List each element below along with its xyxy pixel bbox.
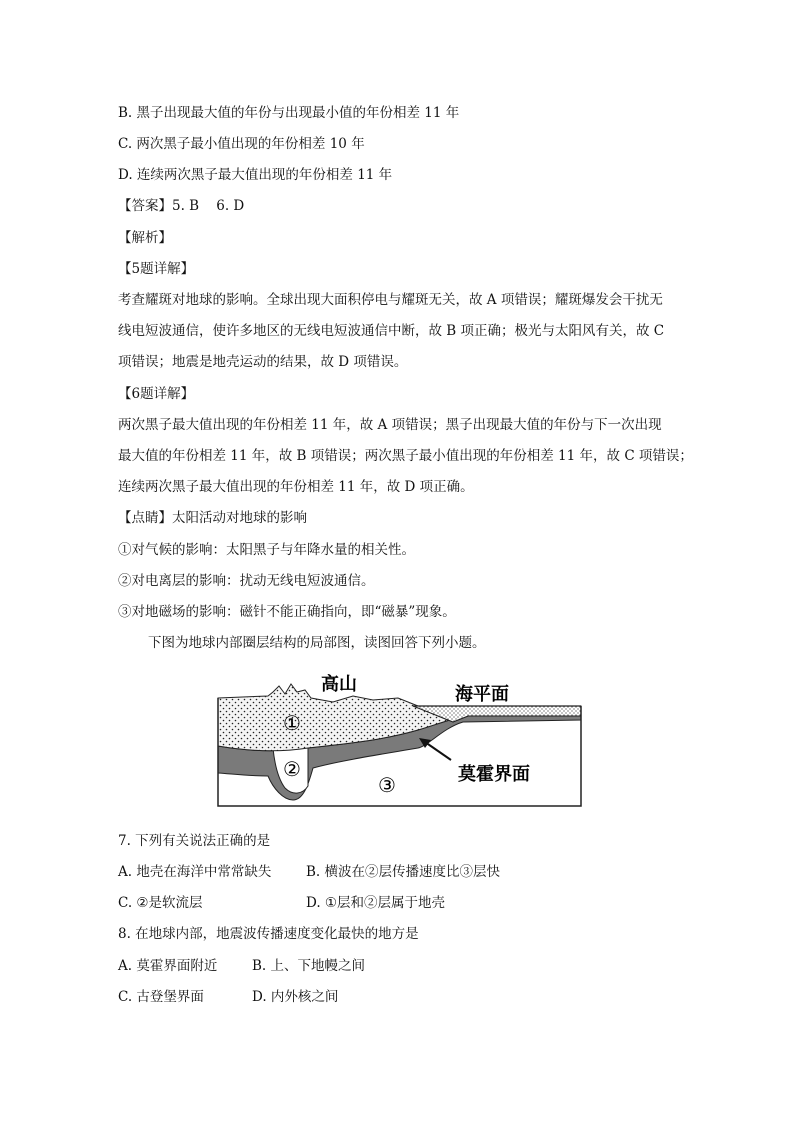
q5-line-2: 线电短波通信，使许多地区的无线电短波通信中断，故 B 项正确；极光与太阳风有关，故 C	[118, 323, 665, 339]
q8-option-b: B. 上、下地幔之间	[252, 958, 366, 974]
layer-1-label: ①	[283, 711, 301, 735]
q4-option-c: C. 两次黑子最小值出现的年份相差 10 年	[118, 136, 365, 152]
point-title: 【点睛】太阳活动对地球的影响	[118, 510, 307, 526]
q7-stem: 7. 下列有关说法正确的是	[118, 833, 271, 849]
layer-2-label: ②	[283, 757, 301, 781]
q7-option-b: B. 横波在②层传播速度比③层快	[306, 864, 501, 880]
q6-line-2: 最大值的年份相差 11 年，故 B 项错误；两次黑子最小值出现的年份相差 11 年，故 C 项错误；	[118, 448, 693, 464]
q8-stem: 8. 在地球内部，地震波传播速度变化最快的地方是	[118, 926, 419, 942]
q5-line-3: 项错误；地震是地壳运动的结果，故 D 项错误。	[118, 354, 408, 370]
q6-line-3: 连续两次黑子最大值出现的年份相差 11 年，故 D 项正确。	[118, 479, 474, 495]
q6-line-1: 两次黑子最大值出现的年份相差 11 年，故 A 项错误；黑子出现最大值的年份与下一次出现	[118, 417, 662, 433]
point-item-3: ③对地磁场的影响：磁针不能正确指向，即“磁暴”现象。	[118, 604, 456, 620]
analysis-title: 【解析】	[118, 230, 172, 246]
q5-title: 【5题详解】	[118, 261, 195, 277]
earth-structure-figure	[213, 668, 585, 810]
q8-option-d: D. 内外核之间	[252, 989, 339, 1005]
q7-option-d: D. ①层和②层属于地壳	[306, 895, 446, 911]
q8-options-cd	[118, 988, 688, 1006]
q5-line-1: 考查耀斑对地球的影响。全球出现大面积停电与耀斑无关，故 A 项错误；耀斑爆发会干扰无	[118, 292, 663, 308]
q6-title: 【6题详解】	[118, 386, 195, 402]
figure-intro: 下图为地球内部圈层结构的局部图，读图回答下列小题。	[148, 635, 486, 651]
q8-option-a: A. 莫霍界面附近	[118, 958, 218, 974]
q8-option-c: C. 古登堡界面	[118, 989, 204, 1005]
mountain-label: 高山	[321, 674, 357, 695]
point-item-2: ②对电离层的影响：扰动无线电短波通信。	[118, 573, 375, 589]
q4-option-b: B. 黑子出现最大值的年份与出现最小值的年份相差 11 年	[118, 105, 460, 121]
q8-options-ab	[118, 957, 688, 975]
q7-option-c: C. ②是软流层	[118, 895, 203, 911]
q7-options-ab	[118, 863, 688, 881]
layer-3-label: ③	[378, 773, 396, 797]
q7-options-cd	[118, 894, 688, 912]
q7-option-a: A. 地壳在海洋中常常缺失	[118, 864, 272, 880]
sea-level-label: 海平面	[455, 684, 509, 705]
point-item-1: ①对气候的影响：太阳黑子与年降水量的相关性。	[118, 542, 415, 558]
q4-option-d: D. 连续两次黑子最大值出现的年份相差 11 年	[118, 167, 393, 183]
answer-line: 【答案】5. B 6. D	[118, 198, 245, 214]
moho-label: 莫霍界面	[458, 764, 530, 785]
